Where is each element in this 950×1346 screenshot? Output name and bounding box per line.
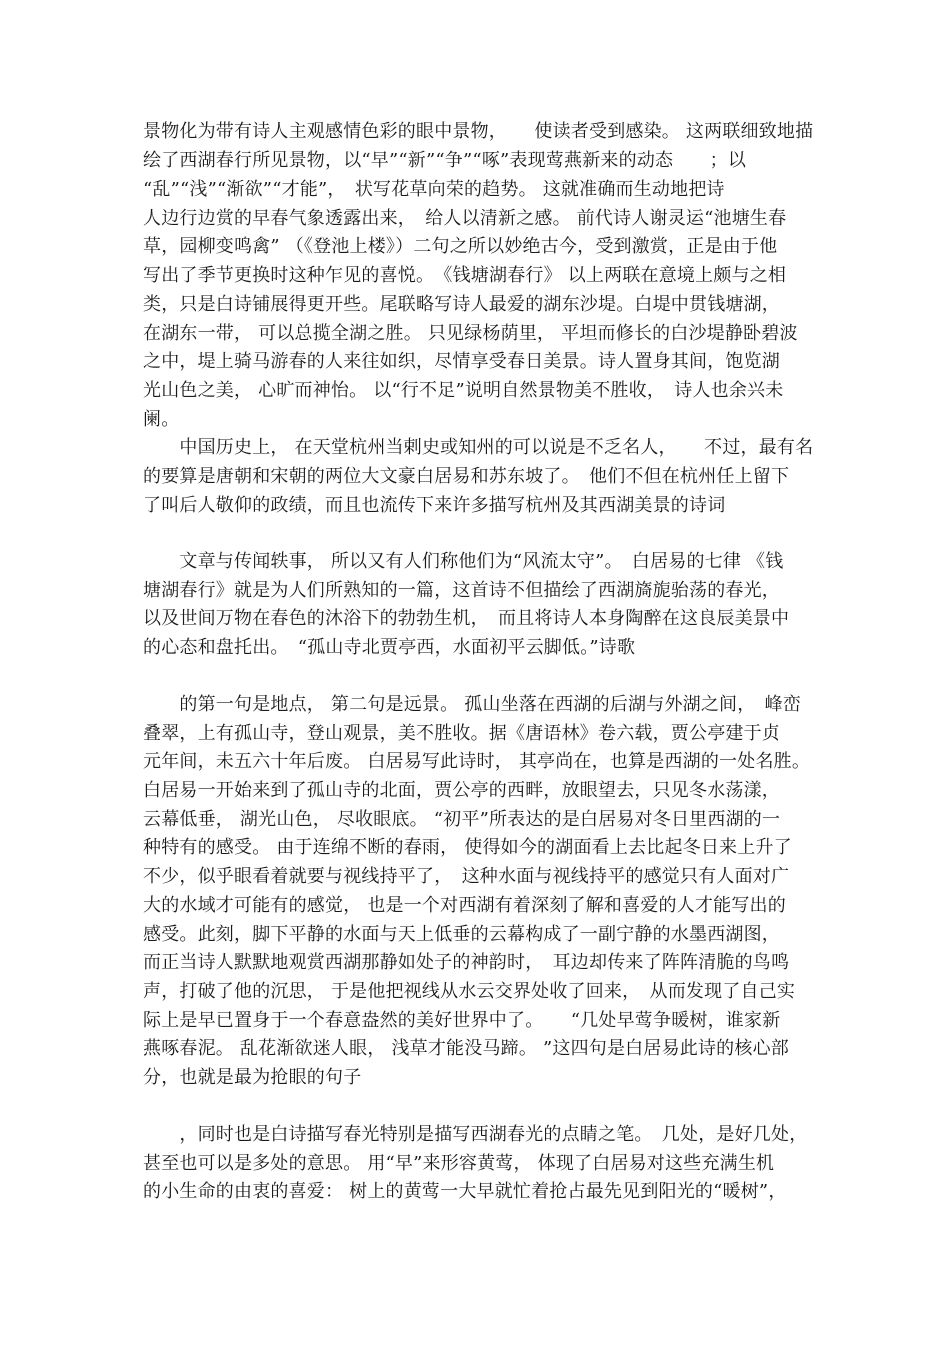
text-line: 的要算是唐朝和宋朝的两位大文豪白居易和苏东坡了。 他们不但在杭州任上留下 [143,466,790,487]
text-line: 类，只是白诗铺展得更开些。尾联略写诗人最爱的湖东沙堤。白堤中贯钱塘湖， [143,294,780,315]
text-line: 叠翠，上有孤山寺，登山观景，美不胜收。据《唐语林》卷六载，贾公亭建于贞 [143,723,780,744]
text-line: 元年间，未五六十年后废。 白居易写此诗时， 其亭尚在，也算是西湖的一处名胜。 [143,751,811,772]
text-line: 白居易一开始来到了孤山寺的北面，贾公亭的西畔，放眼望去，只见冬水荡漾， [143,780,780,801]
text-line: 而正当诗人默默地观赏西湖那静如处子的神韵时， 耳边却传来了阵阵清脆的鸟鸣 [143,952,790,973]
text-line: 大的水域才可能有的感觉， 也是一个对西湖有着深刻了解和喜爱的人才能写出的 [143,895,786,916]
text-line: 了叫后人敬仰的政绩，而且也流传下来许多描写杭州及其西湖美景的诗词 [143,495,726,516]
text-line: 际上是早已置身于一个春意盎然的美好世界中了。 “几处早莺争暖树，谁家新 [143,1010,781,1031]
text-line: 的小生命的由衷的喜爱： 树上的黄莺一大早就忙着抢占最先见到阳光的“暖树”， [143,1181,787,1202]
text-line: 在湖东一带， 可以总揽全湖之胜。 只见绿杨荫里， 平坦而修长的白沙堤静卧碧波 [143,323,798,344]
text-line: “乱”“浅”“渐欲”“才能”， 状写花草向荣的趋势。 这就准确而生动地把诗 [143,179,725,200]
text-line: 中国历史上， 在天堂杭州当剌史或知州的可以说是不乏名人， 不过，最有名 [143,437,813,458]
text-line: 以及世间万物在春色的沐浴下的勃勃生机， 而且将诗人本身陶醉在这良辰美景中 [143,608,790,629]
text-line: 分，也就是最为抢眼的句子 [143,1067,362,1088]
text-line: 燕啄春泥。 乱花渐欲迷人眼， 浅草才能没马蹄。 ”这四句是白居易此诗的核心部 [143,1038,789,1059]
text-line: 感受。此刻，脚下平静的水面与天上低垂的云幕构成了一副宁静的水墨西湖图， [143,924,780,945]
text-line: 写出了季节更换时这种乍见的喜悦。 《钱塘湖春行》 以上两联在意境上颇与之相 [143,265,787,286]
text-line: 草，园柳变鸣禽” （《登池上楼》）二句之所以妙绝古今，受到激赏，正是由于他 [143,236,778,257]
text-line: 绘了西湖春行所见景物，以“早”“新”“争”“啄”表现莺燕新来的动态 ；以 [143,150,747,171]
text-line: 人边行边赏的早春气象透露出来， 给人以清新之感。 前代诗人谢灵运“池塘生春 [143,208,787,229]
text-line: 不少，似乎眼看着就要与视线持平了， 这种水面与视线持平的感觉只有人面对广 [143,866,790,887]
text-line: ，同时也是白诗描写春光特别是描写西湖春光的点睛之笔。 几处，是好几处， [143,1124,808,1145]
text-line: 云幕低垂， 湖光山色， 尽收眼底。 “初平”所表达的是白居易对冬日里西湖的一 [143,809,781,830]
text-line: 塘湖春行》就是为人们所熟知的一篇，这首诗不但描绘了西湖旖旎骀荡的春光， [143,580,780,601]
text-line: 景物化为带有诗人主观感情色彩的眼中景物， 使读者受到感染。 这两联细致地描 [143,121,813,142]
text-line: 文章与传闻轶事， 所以又有人们称他们为“风流太守”。 白居易的七律 《钱 [143,551,784,572]
text-line: 声，打破了他的沉思， 于是他把视线从水云交界处收了回来， 从而发现了自己实 [143,981,796,1002]
text-line: 阑。 [143,409,180,430]
text-line: 之中，堤上骑马游春的人来往如织，尽情享受春日美景。诗人置身其间，饱览湖 [143,351,780,372]
text-line: 光山色之美， 心旷而神怡。 以“行不足”说明自然景物美不胜收， 诗人也余兴未 [143,380,784,401]
text-line: 的第一句是地点， 第二句是远景。 孤山坐落在西湖的后湖与外湖之间， 峰峦 [143,694,802,715]
text-line: 的心态和盘托出。 “孤山寺北贾亭西，水面初平云脚低。”诗歌 [143,637,636,658]
text-line: 种特有的感受。 由于连绵不断的春雨， 使得如今的湖面看上去比起冬日来上升了 [143,837,792,858]
text-line: 甚至也可以是多处的意思。 用“早”来形容黄莺， 体现了白居易对这些充满生机 [143,1153,775,1174]
